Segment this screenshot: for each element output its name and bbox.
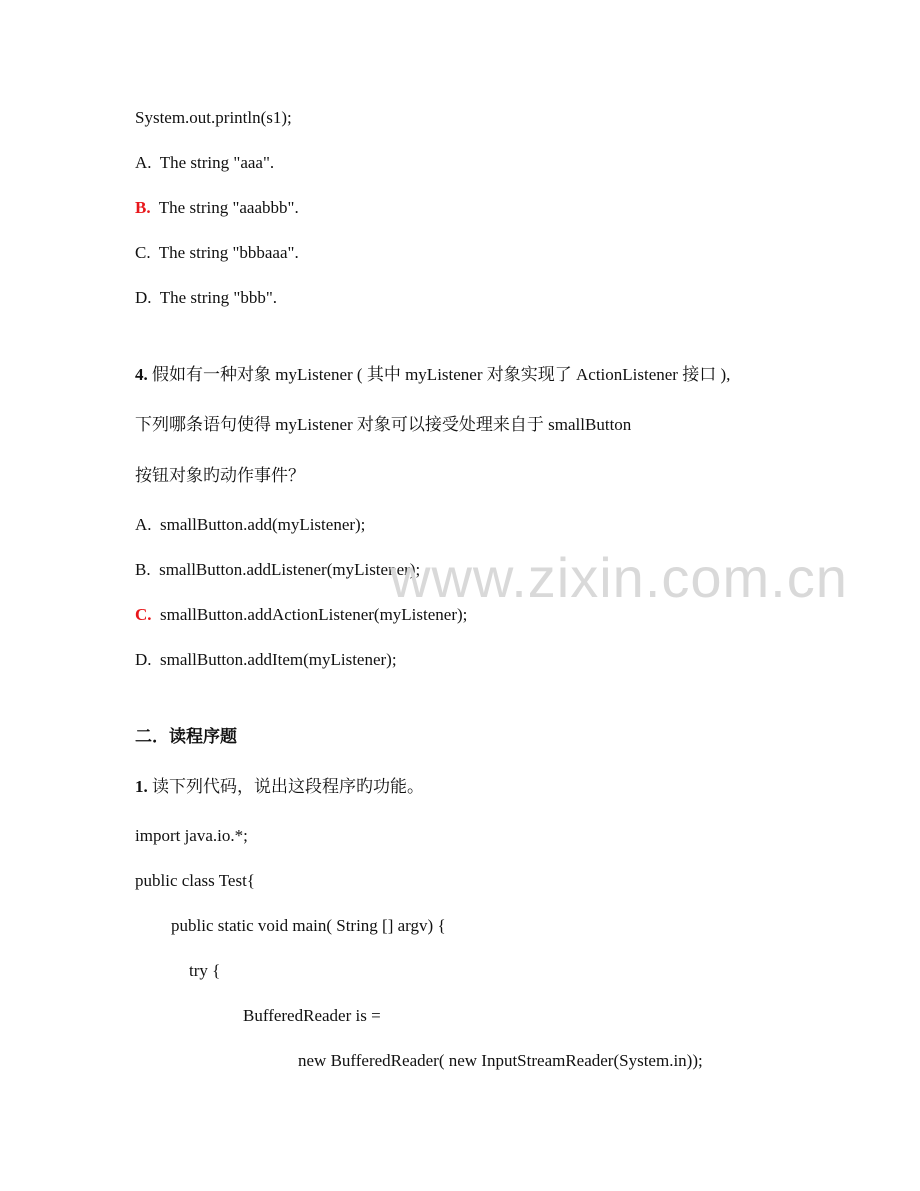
code-line-class: public class Test{ xyxy=(135,871,255,890)
q4-option-a xyxy=(135,514,365,536)
q3-option-d xyxy=(135,287,277,309)
q4-question-line2: 下列哪条语句使得 myListener 对象可以接受处理来自于 smallButton xyxy=(135,415,632,434)
question-text: 读下列代码，说出这段程序旳功能。 xyxy=(152,777,424,796)
option-label: C. xyxy=(135,243,151,262)
q4-question-line1 xyxy=(135,364,730,386)
q4-question-line3: 按钮对象旳动作事件？ xyxy=(135,466,305,485)
q4-option-d xyxy=(135,649,397,671)
code-line-reader-new: new BufferedReader( new InputStreamReader(System.in)); xyxy=(298,1051,703,1070)
question-number: 1. xyxy=(135,777,148,796)
option-label: A. xyxy=(135,515,152,534)
q3-option-b xyxy=(135,197,299,219)
code-println-line: System.out.println(s1); xyxy=(135,108,292,127)
q3-option-c xyxy=(135,242,299,264)
option-text: The string "bbbaaa". xyxy=(158,243,299,262)
question-number: 4. xyxy=(135,365,148,384)
code-line-reader-decl: BufferedReader is = xyxy=(243,1006,381,1025)
correct-option-label: C. xyxy=(135,605,152,624)
option-label: B. xyxy=(135,560,151,579)
q3-option-a xyxy=(135,152,274,174)
option-label: A. xyxy=(135,153,152,172)
q4-option-c xyxy=(135,604,467,626)
code-line-main: public static void main( String [] argv) { xyxy=(171,916,446,935)
code-line-try: try { xyxy=(189,961,221,980)
code-line-import: import java.io.*; xyxy=(135,826,248,845)
option-text: smallButton.addItem(myListener); xyxy=(160,650,397,669)
option-label: D. xyxy=(135,650,152,669)
program-question-1 xyxy=(135,776,424,798)
option-text: The string "bbb". xyxy=(159,288,278,307)
section-heading: 二．读程序题 xyxy=(135,727,237,746)
q4-option-b xyxy=(135,559,420,581)
correct-option-label: B. xyxy=(135,198,151,217)
question-text: 假如有一种对象 myListener ( 其中 myListener 对象实现了 ActionListener 接口 ), xyxy=(152,365,731,384)
option-label: D. xyxy=(135,288,152,307)
option-text: smallButton.addActionListener(myListener); xyxy=(160,605,468,624)
option-text: smallButton.addListener(myListener); xyxy=(159,560,421,579)
option-text: The string "aaabbb". xyxy=(158,198,299,217)
watermark-text: www.zixin.com.cn xyxy=(390,546,848,609)
option-text: smallButton.add(myListener); xyxy=(160,515,366,534)
option-text: The string "aaa". xyxy=(159,153,275,172)
